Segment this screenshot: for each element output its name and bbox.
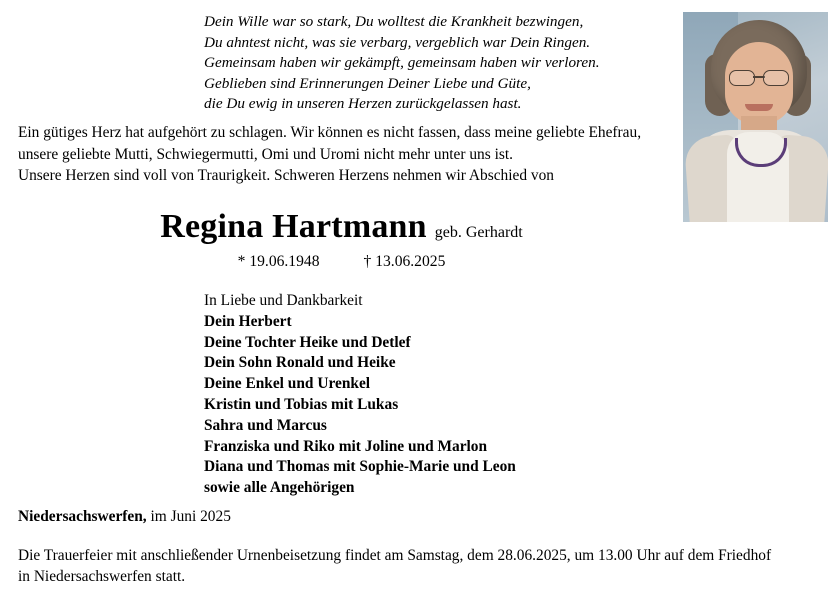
family-heading: In Liebe und Dankbarkeit (204, 292, 363, 309)
life-dates (0, 253, 683, 271)
death-date: † 13.06.2025 (363, 253, 446, 270)
place-line (18, 508, 231, 526)
ceremony-line: Die Trauerfeier mit anschließender Urnenbeisetzung findet am Samstag, dem 28.06.2025, um 13.00 Uhr auf dem Friedhof (18, 547, 772, 564)
intro-line: unsere geliebte Mutti, Schwiegermutti, Omi und Uromi nicht mehr unter uns ist. (18, 145, 513, 163)
deceased-name (0, 208, 683, 246)
poem-line: Geblieben sind Erinnerungen Deiner Liebe und Güte, (204, 74, 531, 92)
place-town: Niedersachswerfen, (18, 508, 147, 525)
ceremony-info (18, 545, 823, 587)
lens-left (729, 70, 755, 86)
intro-line: Ein gütiges Herz hat aufgehört zu schlagen. Wir können es nicht fassen, dass meine geliebte Ehefrau, (18, 124, 642, 141)
poem-block (204, 12, 664, 115)
family-member: Franziska und Riko mit Joline und Marlon (204, 437, 488, 455)
lens-right (763, 70, 789, 86)
poem-line: die Du ewig in unseren Herzen zurückgelassen hast. (204, 95, 522, 112)
mouth (745, 104, 773, 111)
family-member: Dein Sohn Ronald und Heike (204, 354, 396, 372)
intro-paragraph (18, 122, 698, 187)
glasses-icon (729, 70, 789, 85)
portrait-photo (683, 12, 828, 222)
place-date: im Juni 2025 (146, 508, 231, 525)
intro-line: Unsere Herzen sind voll von Traurigkeit. Schweren Herzens nehmen wir Abschied von (18, 167, 554, 184)
poem-line: Gemeinsam haben wir gekämpft, gemeinsam haben wir verloren. (204, 54, 600, 71)
birth-date: * 19.06.1948 (237, 253, 320, 270)
family-member: Diana und Thomas mit Sophie-Marie und Leon (204, 458, 516, 476)
deceased-full-name: Regina Hartmann (160, 208, 427, 245)
family-list (204, 291, 516, 499)
ceremony-line: in Niedersachswerfen statt. (18, 568, 186, 585)
deceased-maiden-name: geb. Gerhardt (434, 224, 523, 241)
family-member: Sahra und Marcus (204, 416, 327, 434)
family-member: Deine Enkel und Urenkel (204, 375, 371, 393)
family-member: Dein Herbert (204, 312, 292, 330)
poem-line: Dein Wille war so stark, Du wolltest die Krankheit bezwingen, (204, 13, 584, 30)
family-member: sowie alle Angehörigen (204, 479, 355, 497)
poem-line: Du ahntest nicht, was sie verbarg, vergeblich war Dein Ringen. (204, 33, 591, 51)
family-member: Deine Tochter Heike und Detlef (204, 333, 411, 351)
family-member: Kristin und Tobias mit Lukas (204, 395, 399, 413)
